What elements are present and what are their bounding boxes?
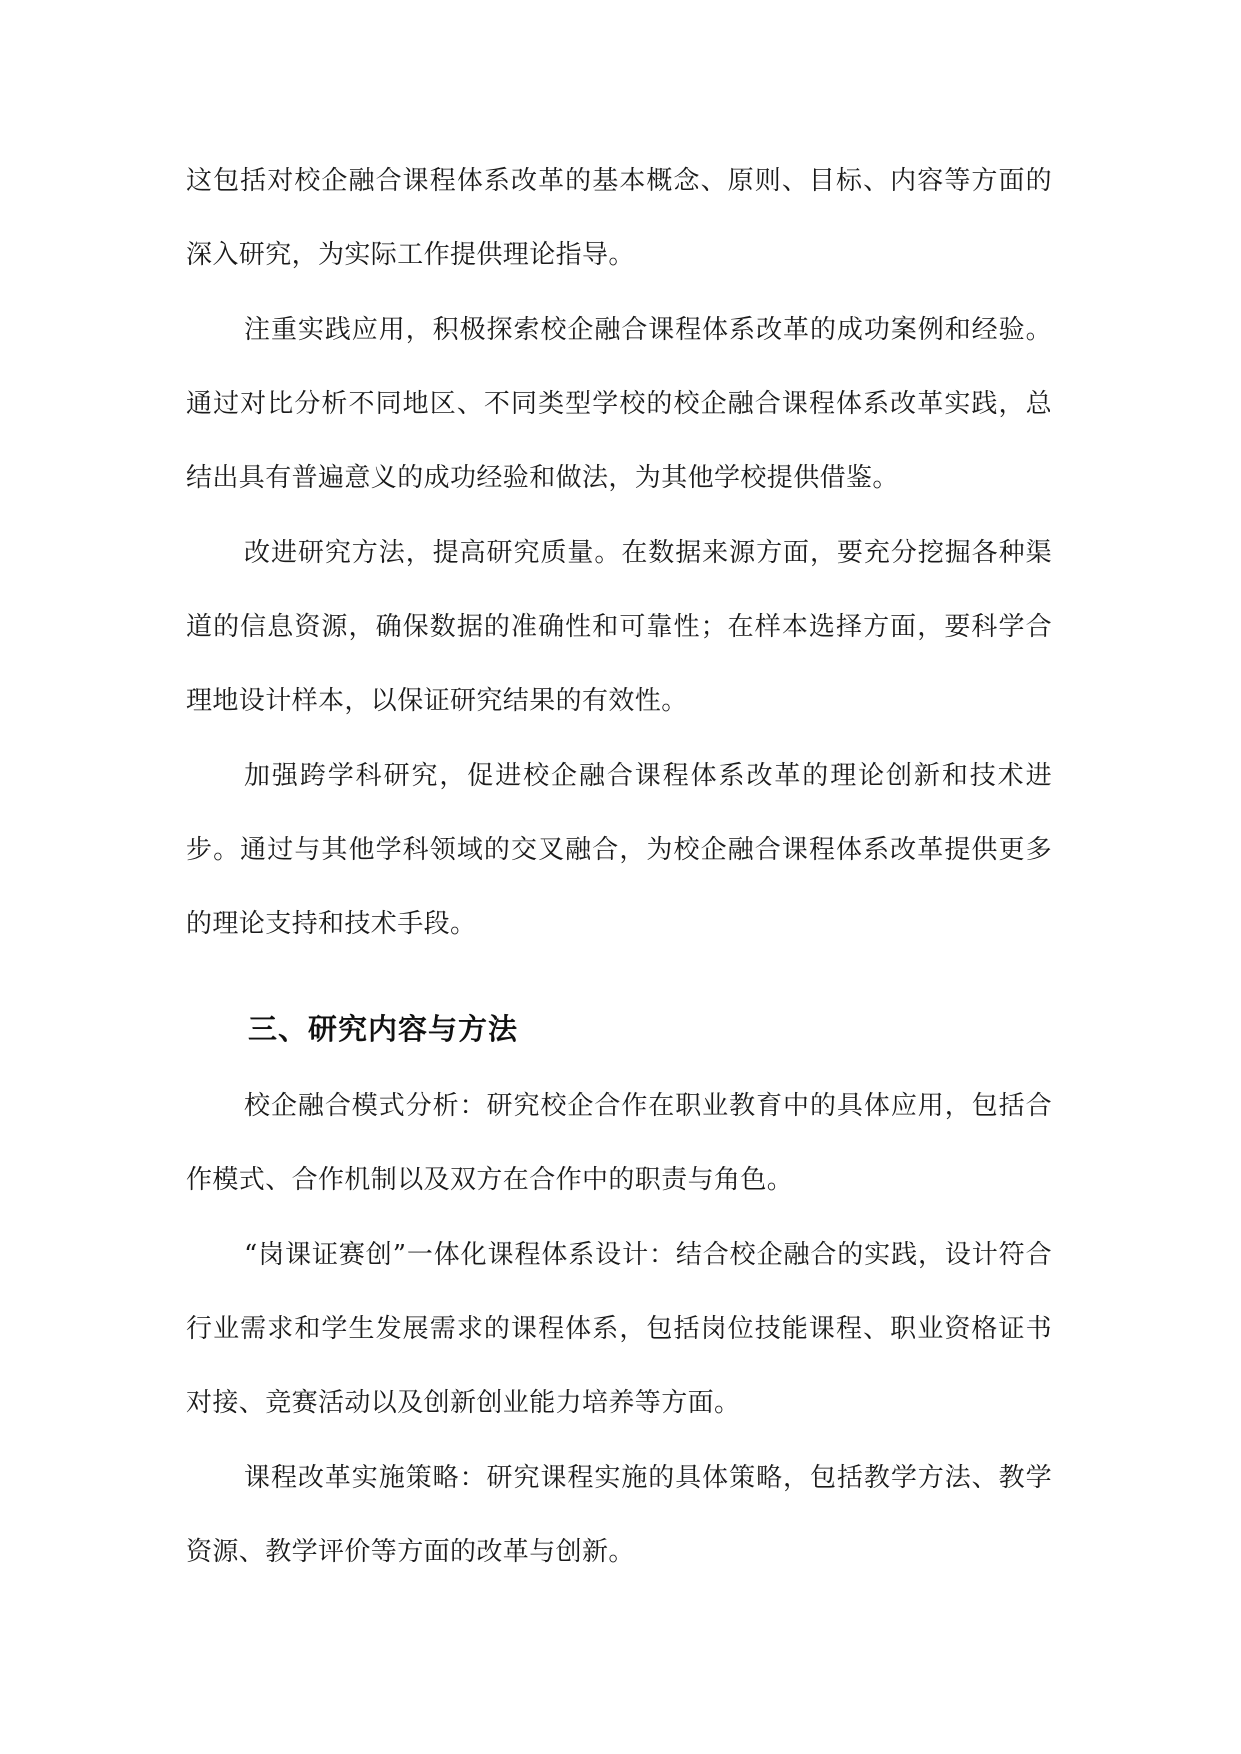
paragraph-implementation-strategy: 课程改革实施策略：研究课程实施的具体策略，包括教学方法、教学资源、教学评价等方面的改革与创新。 bbox=[186, 1463, 1052, 1567]
paragraph-integration-model: 校企融合模式分析：研究校企合作在职业教育中的具体应用，包括合作模式、合作机制以及双方在合作中的职责与角色。 bbox=[186, 1091, 1052, 1195]
section-heading: 三、研究内容与方法 bbox=[248, 1012, 519, 1046]
paragraph-interdisciplinary: 加强跨学科研究，促进校企融合课程体系改革的理论创新和技术进步。通过与其他学科领域的交叉融合，为校企融合课程体系改革提供更多的理论支持和技术手段。 bbox=[186, 761, 1052, 939]
paragraph-practice-application: 注重实践应用，积极探索校企融合课程体系改革的成功案例和经验。通过对比分析不同地区、不同类型学校的校企融合课程体系改革实践，总结出具有普遍意义的成功经验和做法，为其他学校提供借鉴。 bbox=[186, 315, 1052, 493]
paragraph-research-methods: 改进研究方法，提高研究质量。在数据来源方面，要充分挖掘各种渠道的信息资源，确保数据的准确性和可靠性；在样本选择方面，要科学合理地设计样本，以保证研究结果的有效性。 bbox=[186, 538, 1052, 716]
paragraph-curriculum-design: “岗课证赛创”一体化课程体系设计：结合校企融合的实践，设计符合行业需求和学生发展需求的课程体系，包括岗位技能课程、职业资格证书对接、竞赛活动以及创新创业能力培养等方面。 bbox=[186, 1240, 1052, 1418]
document-body bbox=[186, 144, 1052, 1590]
paragraph-continuation: 这包括对校企融合课程体系改革的基本概念、原则、目标、内容等方面的深入研究，为实际工作提供理论指导。 bbox=[186, 166, 1052, 270]
